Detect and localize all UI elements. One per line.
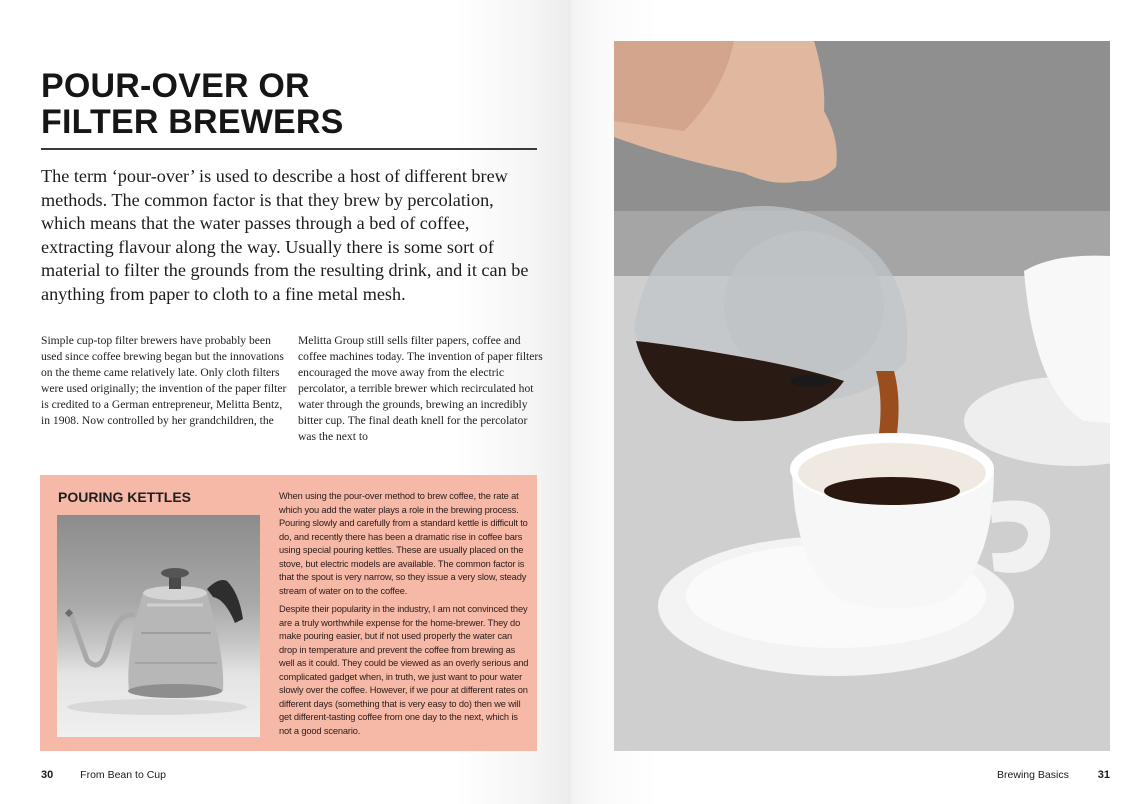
title-line-2: FILTER BREWERS — [41, 103, 344, 141]
page-number: 30 — [41, 769, 54, 781]
pouring-coffee-illustration-icon — [614, 41, 1110, 751]
title-line-1: POUR-OVER OR — [41, 67, 310, 105]
pouring-coffee-photo — [614, 41, 1110, 751]
running-head: Brewing Basics — [997, 769, 1069, 781]
pouring-kettles-sidebar — [40, 475, 537, 751]
lead-paragraph: The term ‘pour-over’ is used to describe a host of different brew methods. The common factor is that they brew by percolation, which means that the water passes through a bed of coffee, extracting flavour along the way. Usually there is some sort of material to filter the grounds from the resulting drink, and it can be anything from paper to cloth to a fine metal mesh. — [41, 166, 529, 304]
right-page — [571, 0, 1142, 804]
kettle-photo — [57, 515, 260, 737]
sidebar-text — [279, 490, 531, 738]
folio-left — [41, 769, 166, 781]
title-divider — [41, 148, 537, 150]
folio-right — [997, 769, 1110, 781]
sidebar-title: POURING KETTLES — [58, 489, 192, 505]
running-head: From Bean to Cup — [80, 769, 166, 781]
sidebar-paragraph-1: When using the pour-over method to brew coffee, the rate at which you add the water plays a role in the brewing process. Pouring slowly and carefully from a standard kettle is difficult to do, and recently there has been a dramatic rise in coffee bars using special pouring kettles. These are usually placed on the stove, but electric models are available. The common factor is that the spout is very narrow, so they issue a very slow, steady stream of water on to the coffee. — [279, 491, 528, 596]
page-title — [41, 68, 541, 140]
body-column-2: Melitta Group still sells filter papers, coffee and coffee machines today. The invention of paper filters encouraged the move away from the electric percolator, a terrible brewer which recirculated hot water through the grounds, brewing an incredibly bitter cup. The final death knell for the percolator was the next to — [298, 334, 543, 443]
body-column-1: Simple cup-top filter brewers have probably been used since coffee brewing began but the innovations on the theme came relatively late. Only cloth filters were used originally; the invention of the paper filter is credited to a German entrepreneur, Melitta Bentz, in 1908. Now controlled by her grandchildren, the — [41, 334, 287, 427]
sidebar-paragraph-2: Despite their popularity in the industry, I am not convinced they are a truly worthwhile expense for the home-brewer. They do make pouring easier, but if not used properly the water can drop in temperature and prevent the coffee from brewing as well as it could. They could be viewed as an overly serious and complicated gadget when, in truth, we just want to pour water slowly over the coffee. However, if we pour at different rates on different days (something that is very easy to do) then we will get different-tasting coffee from one day to the next, which is not a good scenario. — [279, 604, 529, 736]
page-number: 31 — [1097, 769, 1110, 781]
kettle-illustration-icon — [57, 515, 260, 737]
